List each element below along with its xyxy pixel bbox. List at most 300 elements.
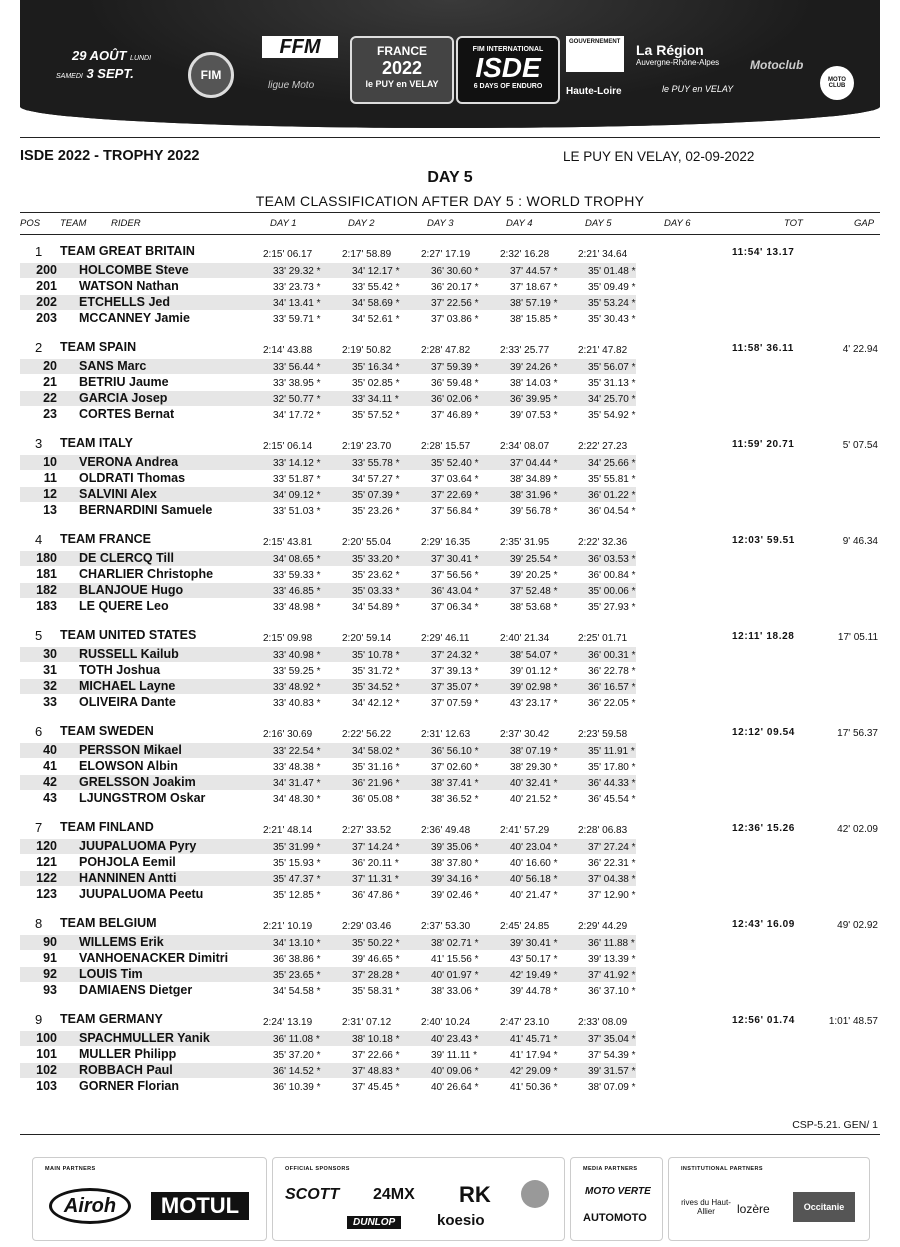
team-day-time: 2:15' 09.98 bbox=[263, 633, 313, 644]
rider-day-time: 33' 23.73 * bbox=[273, 282, 321, 293]
rider-number: 183 bbox=[36, 599, 57, 613]
col-pos: POS bbox=[20, 218, 41, 229]
team-day-time: 2:21' 10.19 bbox=[263, 921, 313, 932]
rider-day-time: 35' 31.13 * bbox=[588, 378, 636, 389]
rider-name: LE QUERE Leo bbox=[79, 599, 169, 613]
rider-day-time: 36' 14.52 * bbox=[273, 1066, 321, 1077]
rider-day-time: 35' 37.20 * bbox=[273, 1050, 321, 1061]
rider-day-time: 37' 02.60 * bbox=[431, 762, 479, 773]
day-title: DAY 5 bbox=[427, 169, 473, 186]
rider-day-time: 41' 45.71 * bbox=[510, 1034, 558, 1045]
rider-day-time: 34' 17.72 * bbox=[273, 410, 321, 421]
rider-day-time: 35' 50.22 * bbox=[352, 938, 400, 949]
rider-number: 13 bbox=[43, 503, 57, 517]
form-code: CSP-5.21. GEN/ 1 bbox=[792, 1119, 878, 1131]
rider-day-time: 37' 54.39 * bbox=[588, 1050, 636, 1061]
team-day-time: 2:17' 58.89 bbox=[342, 249, 392, 260]
rider-day-time: 33' 48.98 * bbox=[273, 602, 321, 613]
rider-row bbox=[20, 375, 636, 390]
rider-day-time: 37' 06.34 * bbox=[431, 602, 479, 613]
rider-name: LOUIS Tim bbox=[79, 967, 143, 981]
rider-number: 32 bbox=[43, 679, 57, 693]
rider-day-time: 40' 23.43 * bbox=[431, 1034, 479, 1045]
rider-name: WATSON Nathan bbox=[79, 279, 179, 293]
rider-number: 92 bbox=[43, 967, 57, 981]
rider-row bbox=[20, 391, 636, 406]
rider-name: CHARLIER Christophe bbox=[79, 567, 214, 581]
team-block bbox=[0, 917, 900, 1013]
rider-day-time: 34' 58.02 * bbox=[352, 746, 400, 757]
gouvernement-logo: GOUVERNEMENT bbox=[566, 36, 624, 72]
rider-day-time: 36' 00.31 * bbox=[588, 650, 636, 661]
rider-day-time: 38' 34.89 * bbox=[510, 474, 558, 485]
rider-day-time: 37' 52.48 * bbox=[510, 586, 558, 597]
rider-row bbox=[20, 471, 636, 486]
team-day-time: 2:21' 48.14 bbox=[263, 825, 313, 836]
24mx-logo: 24MX bbox=[373, 1186, 415, 1203]
rider-day-time: 34' 08.65 * bbox=[273, 554, 321, 565]
rider-name: BLANJOUE Hugo bbox=[79, 583, 184, 597]
rider-day-time: 36' 22.05 * bbox=[588, 698, 636, 709]
rider-day-time: 33' 34.11 * bbox=[352, 394, 399, 405]
rider-day-time: 39' 56.78 * bbox=[510, 506, 558, 517]
col-day5: DAY 5 bbox=[585, 218, 612, 229]
team-gap: 5' 07.54 bbox=[842, 440, 878, 451]
col-gap: GAP bbox=[854, 218, 875, 229]
rider-day-time: 37' 35.04 * bbox=[588, 1034, 636, 1045]
rider-name: ETCHELLS Jed bbox=[79, 295, 170, 309]
rider-name: POHJOLA Eemil bbox=[79, 855, 176, 869]
rider-number: 11 bbox=[43, 471, 57, 485]
rider-day-time: 36' 22.31 * bbox=[588, 858, 636, 869]
rider-name: VANHOENACKER Dimitri bbox=[79, 951, 229, 965]
rider-day-time: 37' 07.59 * bbox=[431, 698, 479, 709]
institutional-partners-box bbox=[668, 1157, 870, 1241]
rider-day-time: 33' 59.33 * bbox=[273, 570, 321, 581]
media-partners-box bbox=[570, 1157, 663, 1241]
team-block bbox=[0, 437, 900, 533]
rider-day-time: 36' 16.57 * bbox=[588, 682, 636, 693]
rider-day-time: 38' 57.19 * bbox=[510, 298, 558, 309]
rider-day-time: 40' 23.04 * bbox=[510, 842, 558, 853]
rider-name: SANS Marc bbox=[79, 359, 147, 373]
rider-day-time: 33' 40.98 * bbox=[273, 650, 321, 661]
rider-day-time: 34' 58.69 * bbox=[352, 298, 400, 309]
team-day-time: 2:47' 23.10 bbox=[500, 1017, 550, 1028]
rider-day-time: 36' 01.22 * bbox=[588, 490, 636, 501]
rider-name: MCCANNEY Jamie bbox=[79, 311, 190, 325]
rider-row bbox=[20, 839, 636, 854]
rider-day-time: 33' 38.95 * bbox=[273, 378, 321, 389]
rider-number: 103 bbox=[36, 1079, 57, 1093]
team-day-time: 2:29' 16.35 bbox=[421, 537, 471, 548]
header-banner bbox=[20, 0, 880, 128]
rider-day-time: 36' 39.95 * bbox=[510, 394, 558, 405]
team-block bbox=[0, 533, 900, 629]
team-total: 12:56' 01.74 bbox=[732, 1015, 795, 1026]
rider-day-time: 36' 38.86 * bbox=[273, 954, 321, 965]
moto-verte-logo: MOTO VERTE bbox=[585, 1186, 651, 1197]
rider-row bbox=[20, 503, 636, 518]
team-name: TEAM FRANCE bbox=[60, 532, 151, 546]
team-total: 12:11' 18.28 bbox=[732, 631, 795, 642]
event-date-end: SAMEDI 3 SEPT. bbox=[56, 66, 134, 81]
rider-day-time: 33' 46.85 * bbox=[273, 586, 321, 597]
rives-haut-allier-logo: rives du Haut-Allier bbox=[681, 1198, 731, 1216]
rider-day-time: 35' 57.52 * bbox=[352, 410, 400, 421]
rider-row bbox=[20, 279, 636, 294]
rider-day-time: 37' 22.69 * bbox=[431, 490, 479, 501]
official-sponsors-box bbox=[272, 1157, 565, 1241]
divider-header bbox=[20, 212, 880, 213]
rider-day-time: 34' 09.12 * bbox=[273, 490, 321, 501]
rider-name: ELOWSON Albin bbox=[79, 759, 178, 773]
rider-day-time: 34' 52.61 * bbox=[352, 314, 400, 325]
team-gap: 4' 22.94 bbox=[842, 344, 878, 355]
rider-day-time: 35' 27.93 * bbox=[588, 602, 636, 613]
rider-name: ROBBACH Paul bbox=[79, 1063, 173, 1077]
rider-day-time: 39' 02.46 * bbox=[431, 890, 479, 901]
rider-day-time: 37' 56.56 * bbox=[431, 570, 479, 581]
rider-number: 93 bbox=[43, 983, 57, 997]
rider-day-time: 35' 53.24 * bbox=[588, 298, 636, 309]
rider-number: 181 bbox=[36, 567, 57, 581]
team-day-time: 2:16' 30.69 bbox=[263, 729, 313, 740]
rider-day-time: 38' 54.07 * bbox=[510, 650, 558, 661]
team-row bbox=[0, 629, 900, 645]
rider-name: BERNARDINI Samuele bbox=[79, 503, 213, 517]
rider-row bbox=[20, 855, 636, 870]
rider-row bbox=[20, 311, 636, 326]
rider-day-time: 39' 07.53 * bbox=[510, 410, 558, 421]
team-name: TEAM ITALY bbox=[60, 436, 133, 450]
team-day-time: 2:25' 01.71 bbox=[578, 633, 628, 644]
rider-day-time: 35' 23.62 * bbox=[352, 570, 400, 581]
rider-name: DAMIAENS Dietger bbox=[79, 983, 193, 997]
team-position: 6 bbox=[35, 724, 43, 739]
team-day-time: 2:22' 32.36 bbox=[578, 537, 628, 548]
rider-row bbox=[20, 1031, 636, 1046]
team-day-time: 2:15' 43.81 bbox=[263, 537, 313, 548]
team-total: 12:43' 16.09 bbox=[732, 919, 795, 930]
motoclub-logo: Motoclub bbox=[750, 58, 804, 72]
fim-logo: FIM bbox=[188, 52, 234, 98]
rider-day-time: 39' 25.54 * bbox=[510, 554, 558, 565]
rider-number: 10 bbox=[43, 455, 57, 469]
team-day-time: 2:35' 31.95 bbox=[500, 537, 550, 548]
team-day-time: 2:27' 33.52 bbox=[342, 825, 392, 836]
rider-name: GORNER Florian bbox=[79, 1079, 180, 1093]
divider-top bbox=[20, 137, 880, 138]
team-day-time: 2:32' 16.28 bbox=[500, 249, 550, 260]
rider-name: PERSSON Mikael bbox=[79, 743, 182, 757]
team-total: 11:54' 13.17 bbox=[732, 247, 795, 258]
rider-number: 200 bbox=[36, 263, 57, 277]
rider-day-time: 39' 46.65 * bbox=[352, 954, 400, 965]
rider-day-time: 37' 28.28 * bbox=[352, 970, 400, 981]
rider-day-time: 36' 11.88 * bbox=[588, 938, 635, 949]
isde-logo: FIM INTERNATIONAL ISDE 6 DAYS OF ENDURO bbox=[456, 36, 560, 104]
rider-day-time: 38' 33.06 * bbox=[431, 986, 479, 997]
rider-day-time: 37' 11.31 * bbox=[352, 874, 399, 885]
rider-day-time: 36' 44.33 * bbox=[588, 778, 636, 789]
rider-number: 33 bbox=[43, 695, 57, 709]
rider-day-time: 39' 35.06 * bbox=[431, 842, 479, 853]
rider-day-time: 36' 43.04 * bbox=[431, 586, 479, 597]
team-day-time: 2:37' 53.30 bbox=[421, 921, 471, 932]
rider-number: 42 bbox=[43, 775, 57, 789]
team-day-time: 2:40' 10.24 bbox=[421, 1017, 471, 1028]
rider-day-time: 43' 23.17 * bbox=[510, 698, 558, 709]
rider-row bbox=[20, 775, 636, 790]
team-block bbox=[0, 629, 900, 725]
rider-day-time: 36' 20.17 * bbox=[431, 282, 479, 293]
col-day3: DAY 3 bbox=[427, 218, 454, 229]
rider-day-time: 35' 23.26 * bbox=[352, 506, 400, 517]
col-day2: DAY 2 bbox=[348, 218, 375, 229]
rider-day-time: 39' 02.98 * bbox=[510, 682, 558, 693]
rider-name: SPACHMULLER Yanik bbox=[79, 1031, 210, 1045]
event-date-start: 29 AOÛT LUNDI bbox=[72, 48, 152, 63]
team-day-time: 2:23' 59.58 bbox=[578, 729, 628, 740]
col-tot: TOT bbox=[784, 218, 803, 229]
rider-row bbox=[20, 647, 636, 662]
rider-day-time: 41' 15.56 * bbox=[431, 954, 479, 965]
rider-day-time: 37' 48.83 * bbox=[352, 1066, 400, 1077]
rider-day-time: 37' 45.45 * bbox=[352, 1082, 400, 1093]
rider-day-time: 38' 31.96 * bbox=[510, 490, 558, 501]
ligue-moto-logo: ligue Moto bbox=[268, 80, 315, 91]
rider-day-time: 37' 18.67 * bbox=[510, 282, 558, 293]
rider-number: 31 bbox=[43, 663, 57, 677]
rider-day-time: 36' 59.48 * bbox=[431, 378, 479, 389]
team-name: TEAM BELGIUM bbox=[60, 916, 157, 930]
rider-day-time: 35' 17.80 * bbox=[588, 762, 636, 773]
rider-day-time: 38' 10.18 * bbox=[352, 1034, 400, 1045]
team-day-time: 2:28' 06.83 bbox=[578, 825, 628, 836]
rider-day-time: 35' 03.33 * bbox=[352, 586, 400, 597]
moto-club-badge-logo: MOTO CLUB bbox=[820, 66, 854, 100]
rider-day-time: 34' 42.12 * bbox=[352, 698, 400, 709]
col-day6: DAY 6 bbox=[664, 218, 691, 229]
rider-name: RUSSELL Kailub bbox=[79, 647, 179, 661]
team-row bbox=[0, 1013, 900, 1029]
rider-number: 100 bbox=[36, 1031, 57, 1045]
rider-row bbox=[20, 567, 636, 582]
team-day-time: 2:33' 08.09 bbox=[578, 1017, 628, 1028]
rider-day-time: 37' 46.89 * bbox=[431, 410, 479, 421]
media-partners-heading: MEDIA PARTNERS bbox=[583, 1166, 638, 1172]
rider-day-time: 37' 44.57 * bbox=[510, 266, 558, 277]
rider-row bbox=[20, 695, 636, 710]
rider-day-time: 36' 20.11 * bbox=[352, 858, 399, 869]
rider-day-time: 36' 11.08 * bbox=[273, 1034, 320, 1045]
team-day-time: 2:29' 03.46 bbox=[342, 921, 392, 932]
team-name: TEAM GREAT BRITAIN bbox=[60, 244, 195, 258]
team-gap: 49' 02.92 bbox=[837, 920, 878, 931]
rider-day-time: 34' 25.66 * bbox=[588, 458, 636, 469]
rider-day-time: 36' 02.06 * bbox=[431, 394, 479, 405]
occitanie-logo: Occitanie bbox=[793, 1192, 855, 1222]
rider-day-time: 40' 56.18 * bbox=[510, 874, 558, 885]
rider-number: 101 bbox=[36, 1047, 57, 1061]
rider-number: 12 bbox=[43, 487, 57, 501]
team-gap: 17' 05.11 bbox=[837, 632, 878, 643]
rider-day-time: 36' 56.10 * bbox=[431, 746, 479, 757]
rider-day-time: 38' 37.80 * bbox=[431, 858, 479, 869]
team-day-time: 2:22' 56.22 bbox=[342, 729, 392, 740]
institutional-partners-heading: INSTITUTIONAL PARTNERS bbox=[681, 1166, 763, 1172]
rider-day-time: 37' 04.38 * bbox=[588, 874, 636, 885]
rider-day-time: 37' 03.86 * bbox=[431, 314, 479, 325]
lozere-logo: lozère bbox=[737, 1202, 770, 1216]
rider-day-time: 40' 21.52 * bbox=[510, 794, 558, 805]
rider-day-time: 33' 59.25 * bbox=[273, 666, 321, 677]
rider-day-time: 37' 24.32 * bbox=[431, 650, 479, 661]
rider-day-time: 38' 02.71 * bbox=[431, 938, 479, 949]
team-name: TEAM GERMANY bbox=[60, 1012, 163, 1026]
document-title: ISDE 2022 - TROPHY 2022 bbox=[20, 148, 200, 164]
rider-day-time: 33' 29.32 * bbox=[273, 266, 321, 277]
team-row bbox=[0, 437, 900, 453]
rider-name: LJUNGSTROM Oskar bbox=[79, 791, 206, 805]
rider-day-time: 39' 11.11 * bbox=[431, 1050, 478, 1061]
team-block bbox=[0, 245, 900, 341]
rider-day-time: 33' 56.44 * bbox=[273, 362, 321, 373]
col-day4: DAY 4 bbox=[506, 218, 533, 229]
rider-name: GRELSSON Joakim bbox=[79, 775, 196, 789]
rider-day-time: 39' 24.26 * bbox=[510, 362, 558, 373]
ffm-logo: FFM bbox=[262, 36, 338, 58]
rider-day-time: 37' 14.24 * bbox=[352, 842, 400, 853]
rider-day-time: 33' 48.38 * bbox=[273, 762, 321, 773]
team-day-time: 2:20' 55.04 bbox=[342, 537, 392, 548]
rider-day-time: 35' 02.85 * bbox=[352, 378, 400, 389]
rider-day-time: 38' 15.85 * bbox=[510, 314, 558, 325]
team-day-time: 2:20' 59.14 bbox=[342, 633, 392, 644]
airoh-logo: Airoh bbox=[49, 1188, 131, 1224]
rider-day-time: 33' 40.83 * bbox=[273, 698, 321, 709]
rider-number: 122 bbox=[36, 871, 57, 885]
divider-footer bbox=[20, 1134, 880, 1135]
official-sponsors-heading: OFFICIAL SPONSORS bbox=[285, 1166, 350, 1172]
rider-day-time: 35' 47.37 * bbox=[273, 874, 321, 885]
col-team: TEAM bbox=[60, 218, 87, 229]
rider-day-time: 35' 54.92 * bbox=[588, 410, 636, 421]
rider-day-time: 37' 03.64 * bbox=[431, 474, 479, 485]
team-day-time: 2:40' 21.34 bbox=[500, 633, 550, 644]
rider-day-time: 40' 21.47 * bbox=[510, 890, 558, 901]
rider-number: 90 bbox=[43, 935, 57, 949]
rider-row bbox=[20, 1047, 636, 1062]
rider-number: 30 bbox=[43, 647, 57, 661]
rider-name: OLDRATI Thomas bbox=[79, 471, 186, 485]
col-rider: RIDER bbox=[111, 218, 141, 229]
rider-day-time: 35' 07.39 * bbox=[352, 490, 400, 501]
team-total: 11:58' 36.11 bbox=[732, 343, 794, 354]
rider-day-time: 35' 12.85 * bbox=[273, 890, 321, 901]
badge-logo bbox=[521, 1180, 549, 1208]
team-gap: 1:01' 48.57 bbox=[828, 1016, 878, 1027]
rider-number: 20 bbox=[43, 359, 57, 373]
rider-day-time: 35' 01.48 * bbox=[588, 266, 636, 277]
rider-day-time: 33' 59.71 * bbox=[273, 314, 321, 325]
team-block bbox=[0, 821, 900, 917]
team-day-time: 2:21' 34.64 bbox=[578, 249, 628, 260]
team-block bbox=[0, 341, 900, 437]
rider-day-time: 35' 34.52 * bbox=[352, 682, 400, 693]
motul-logo: MOTUL bbox=[151, 1192, 249, 1220]
rider-day-time: 37' 56.84 * bbox=[431, 506, 479, 517]
rider-day-time: 34' 54.89 * bbox=[352, 602, 400, 613]
rider-day-time: 37' 59.39 * bbox=[431, 362, 479, 373]
rider-day-time: 37' 41.92 * bbox=[588, 970, 636, 981]
region-logo: La Région Auvergne-Rhône-Alpes bbox=[636, 42, 720, 67]
rider-day-time: 35' 31.16 * bbox=[352, 762, 400, 773]
rider-day-time: 36' 37.10 * bbox=[588, 986, 636, 997]
rider-day-time: 35' 00.06 * bbox=[588, 586, 636, 597]
team-day-time: 2:24' 13.19 bbox=[263, 1017, 313, 1028]
rider-day-time: 35' 33.20 * bbox=[352, 554, 400, 565]
rider-day-time: 33' 48.92 * bbox=[273, 682, 321, 693]
rider-day-time: 32' 50.77 * bbox=[273, 394, 321, 405]
rider-number: 120 bbox=[36, 839, 57, 853]
table-header bbox=[0, 218, 900, 232]
rider-day-time: 35' 30.43 * bbox=[588, 314, 636, 325]
rider-day-time: 33' 55.42 * bbox=[352, 282, 400, 293]
rider-day-time: 37' 22.56 * bbox=[431, 298, 479, 309]
main-partners-heading: MAIN PARTNERS bbox=[45, 1166, 96, 1172]
rider-row bbox=[20, 599, 636, 614]
team-row bbox=[0, 917, 900, 933]
team-position: 2 bbox=[35, 340, 43, 355]
rider-number: 43 bbox=[43, 791, 57, 805]
team-block bbox=[0, 725, 900, 821]
rider-row bbox=[20, 295, 636, 310]
rider-name: MICHAEL Layne bbox=[79, 679, 176, 693]
team-total: 12:03' 59.51 bbox=[732, 535, 795, 546]
rider-name: SALVINI Alex bbox=[79, 487, 157, 501]
rider-day-time: 33' 51.03 * bbox=[273, 506, 321, 517]
team-day-time: 2:31' 07.12 bbox=[342, 1017, 392, 1028]
rider-day-time: 35' 31.99 * bbox=[273, 842, 321, 853]
rider-day-time: 37' 12.90 * bbox=[588, 890, 636, 901]
rider-row bbox=[20, 663, 636, 678]
rider-row bbox=[20, 359, 636, 374]
scott-logo: SCOTT bbox=[285, 1186, 340, 1203]
rider-number: 22 bbox=[43, 391, 57, 405]
team-day-time: 2:37' 30.42 bbox=[500, 729, 550, 740]
rider-row bbox=[20, 263, 636, 278]
rider-number: 123 bbox=[36, 887, 57, 901]
france-2022-logo: FRANCE 2022 le PUY en VELAY bbox=[350, 36, 454, 104]
rider-name: BETRIU Jaume bbox=[79, 375, 169, 389]
rider-day-time: 37' 04.44 * bbox=[510, 458, 558, 469]
document-location-date: LE PUY EN VELAY, 02-09-2022 bbox=[563, 149, 755, 164]
rider-row bbox=[20, 791, 636, 806]
team-gap: 17' 56.37 bbox=[837, 728, 878, 739]
team-position: 1 bbox=[35, 244, 43, 259]
team-name: TEAM FINLAND bbox=[60, 820, 154, 834]
rider-number: 102 bbox=[36, 1063, 57, 1077]
haute-loire-logo: Haute-Loire bbox=[566, 86, 622, 97]
rider-day-time: 39' 01.12 * bbox=[510, 666, 558, 677]
team-total: 12:12' 09.54 bbox=[732, 727, 795, 738]
rider-row bbox=[20, 487, 636, 502]
rider-day-time: 36' 03.53 * bbox=[588, 554, 636, 565]
rider-name: GARCIA Josep bbox=[79, 391, 168, 405]
rider-day-time: 39' 44.78 * bbox=[510, 986, 558, 997]
